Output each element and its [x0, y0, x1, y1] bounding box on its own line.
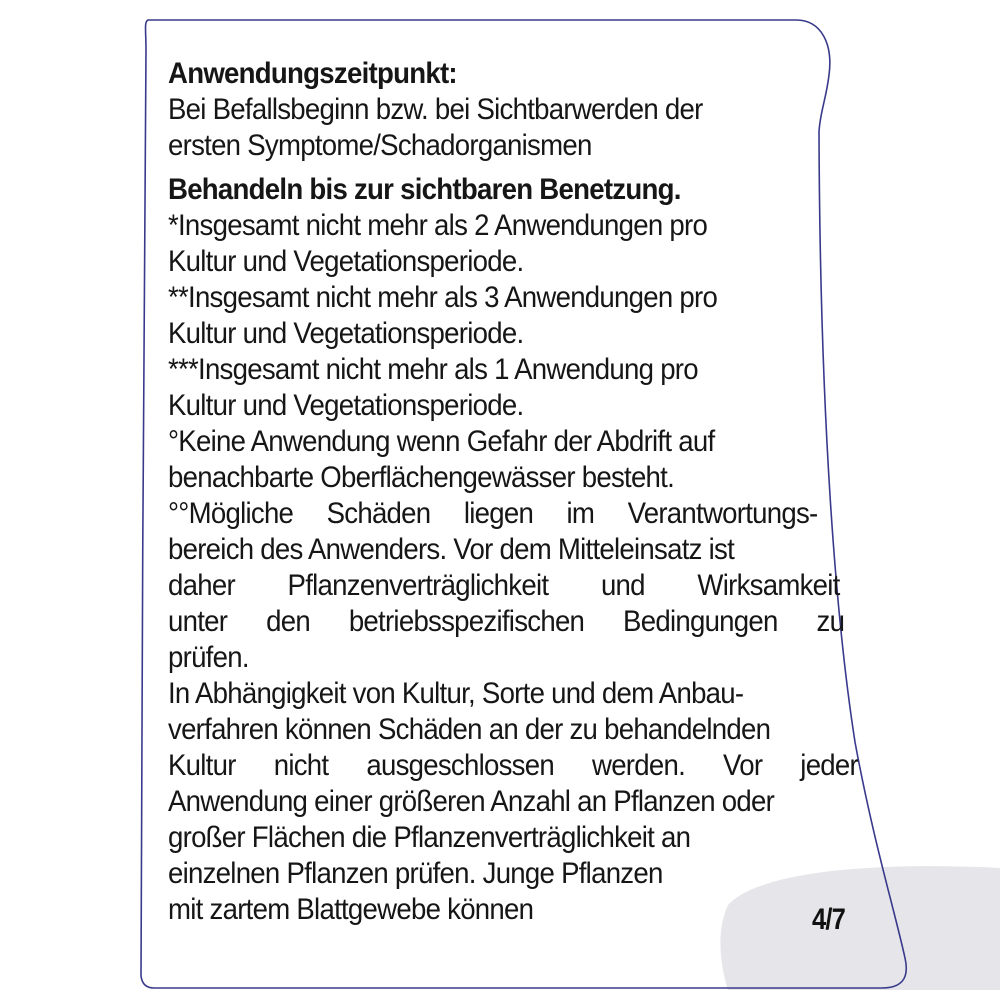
- text-line: prüfen.: [168, 641, 249, 674]
- text-line: daher Pflanzenverträglichkeit und Wirksamkeit: [168, 569, 840, 602]
- text-line: mit zartem Blattgewebe können: [168, 893, 534, 926]
- text-line: Anwendung einer größeren Anzahl an Pflanzen oder: [168, 785, 775, 818]
- heading-application-time: Anwendungszeitpunkt:: [168, 57, 457, 90]
- text-line: Kultur und Vegetationsperiode.: [168, 245, 524, 278]
- text-line: großer Flächen die Pflanzenverträglichkeit an: [168, 821, 691, 854]
- application-time-section: [168, 56, 803, 164]
- heading-treatment: Behandeln bis zur sichtbaren Benetzung.: [168, 173, 681, 206]
- text-line: °Keine Anwendung wenn Gefahr der Abdrift auf: [168, 425, 715, 458]
- text-line: °°Mögliche Schäden liegen im Verantwortungs-: [168, 497, 818, 530]
- text-line: In Abhängigkeit von Kultur, Sorte und dem Anbau-: [168, 677, 744, 710]
- text-line: verfahren können Schäden an der zu behandelnden: [168, 713, 771, 746]
- text-line: Kultur und Vegetationsperiode.: [168, 317, 524, 350]
- text-line: einzelnen Pflanzen prüfen. Junge Pflanzen: [168, 857, 663, 890]
- text-line: bereich des Anwenders. Vor dem Mitteleinsatz ist: [168, 533, 735, 566]
- text-line: **Insgesamt nicht mehr als 3 Anwendungen pro: [168, 281, 718, 314]
- text-line: ***Insgesamt nicht mehr als 1 Anwendung pro: [168, 353, 698, 386]
- text-line: ersten Symptome/Schadorganismen: [168, 129, 592, 162]
- page-number: 4/7: [812, 903, 845, 936]
- text-line: Bei Befallsbeginn bzw. bei Sichtbarwerden der: [168, 93, 703, 126]
- text-line: Kultur nicht ausgeschlossen werden. Vor jeder: [168, 749, 858, 782]
- text-line: *Insgesamt nicht mehr als 2 Anwendungen pro: [168, 209, 708, 242]
- text-line: unter den betriebsspezifischen Bedingungen zu: [168, 605, 845, 638]
- text-line: Kultur und Vegetationsperiode.: [168, 389, 524, 422]
- text-line: benachbarte Oberflächengewässer besteht.: [168, 461, 675, 494]
